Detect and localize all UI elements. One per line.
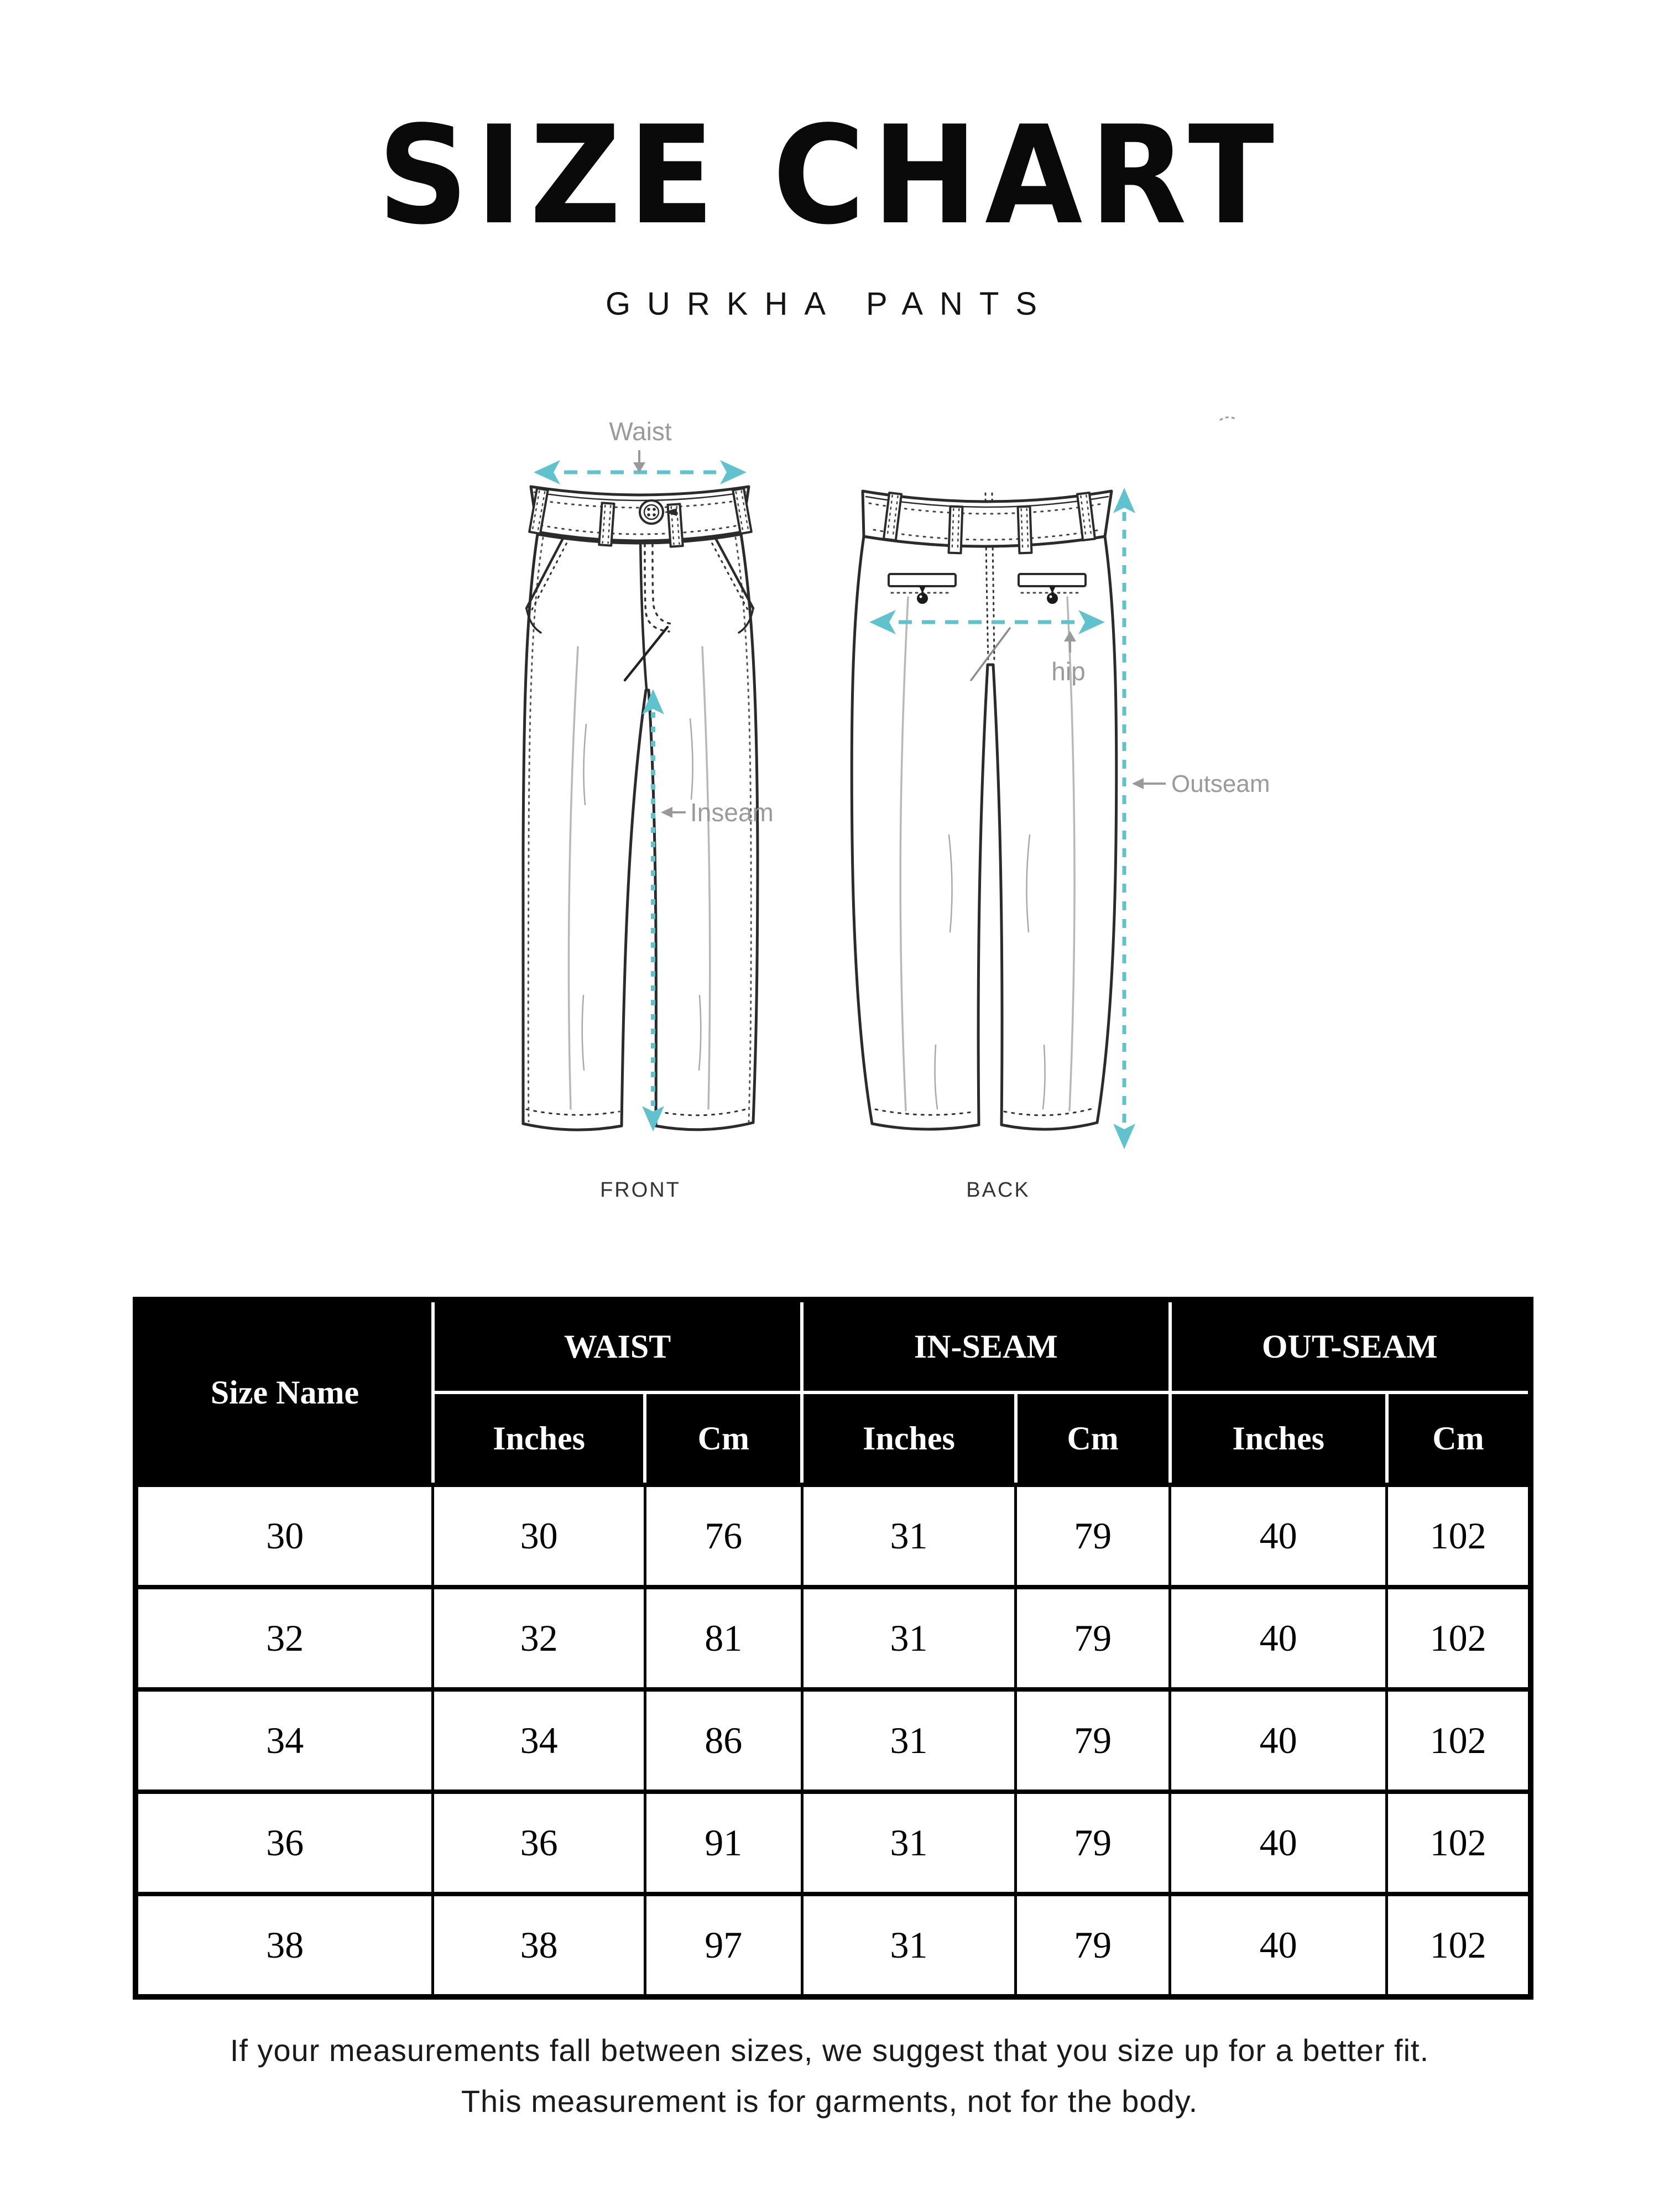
measurement-cell: 31 — [802, 1689, 1016, 1792]
unit-header-inches: Inches — [802, 1392, 1016, 1485]
front-view-label: FRONT — [600, 1178, 681, 1202]
waist-label: Waist — [609, 417, 672, 446]
size-name-cell: 32 — [135, 1587, 433, 1689]
belt-loop — [949, 507, 963, 554]
size-table-header — [135, 1300, 1531, 1485]
measurement-cell: 102 — [1387, 1894, 1531, 1997]
measurement-cell: 97 — [645, 1894, 802, 1997]
measurement-cell: 34 — [433, 1689, 645, 1792]
measurement-cell: 102 — [1387, 1792, 1531, 1894]
table-row — [135, 1894, 1531, 1997]
measurement-cell: 79 — [1016, 1485, 1170, 1587]
measurement-cell: 40 — [1170, 1485, 1387, 1587]
belt-loop — [599, 503, 614, 545]
measurement-cell: 40 — [1170, 1792, 1387, 1894]
group-header-row — [135, 1300, 1531, 1392]
size-name-cell: 36 — [135, 1792, 433, 1894]
measurement-cell: 81 — [645, 1587, 802, 1689]
hip-label: hip — [1051, 657, 1086, 686]
measurement-cell: 79 — [1016, 1894, 1170, 1997]
table-row — [135, 1689, 1531, 1792]
measurement-cell: 40 — [1170, 1587, 1387, 1689]
unit-header-inches: Inches — [1170, 1392, 1387, 1485]
outseam-label: Outseam — [1171, 770, 1270, 797]
measurement-cell: 38 — [433, 1894, 645, 1997]
size-name-cell: 34 — [135, 1689, 433, 1792]
measurement-cell: 31 — [802, 1587, 1016, 1689]
back-pants-drawing — [852, 491, 1117, 1129]
measurement-cell: 79 — [1016, 1792, 1170, 1894]
unit-header-cm: Cm — [645, 1392, 802, 1485]
waist-group-header: WAIST — [433, 1300, 802, 1392]
inseam-group-header: IN-SEAM — [802, 1300, 1170, 1392]
page-subtitle: GURKHA PANTS — [605, 286, 1054, 322]
back-view-label: BACK — [966, 1178, 1030, 1202]
footer-line-2: This measurement is for garments, not for the body. — [461, 2084, 1198, 2119]
measurement-cell: 31 — [802, 1792, 1016, 1894]
measurement-cell: 36 — [433, 1792, 645, 1894]
measurement-cell: 31 — [802, 1485, 1016, 1587]
unit-header-cm: Cm — [1387, 1392, 1531, 1485]
unit-header-inches: Inches — [433, 1392, 645, 1485]
unit-header-cm: Cm — [1016, 1392, 1170, 1485]
table-row — [135, 1792, 1531, 1894]
size-name-header: Size Name — [135, 1300, 433, 1485]
front-legs-outline — [523, 534, 758, 1130]
measurement-cell: 91 — [645, 1792, 802, 1894]
down-arrow-icon — [633, 450, 645, 473]
measurement-cell: 102 — [1387, 1587, 1531, 1689]
measurement-cell: 32 — [433, 1587, 645, 1689]
footer-line-1: If your measurements fall between sizes, we suggest that you size up for a better fit. — [229, 2033, 1430, 2068]
size-table-body — [135, 1485, 1531, 1997]
measurement-cell: 31 — [802, 1894, 1016, 1997]
pants-diagram — [470, 409, 1333, 1206]
back-legs-outline — [852, 536, 1117, 1129]
measurement-cell: 79 — [1016, 1689, 1170, 1792]
footer-note — [0, 2025, 1659, 2127]
left-arrow-icon — [1132, 778, 1166, 789]
stray-mark — [1220, 418, 1235, 420]
inseam-label: Inseam — [690, 798, 774, 827]
measurement-cell: 30 — [433, 1485, 645, 1587]
belt-loop — [1018, 507, 1032, 554]
measurement-cell: 79 — [1016, 1587, 1170, 1689]
measurement-cell: 102 — [1387, 1689, 1531, 1792]
size-name-cell: 38 — [135, 1894, 433, 1997]
size-name-cell: 30 — [135, 1485, 433, 1587]
size-table — [133, 1297, 1533, 2000]
page-title: SIZE CHART — [377, 97, 1282, 254]
outseam-group-header: OUT-SEAM — [1170, 1300, 1531, 1392]
table-row — [135, 1587, 1531, 1689]
measurement-cell: 40 — [1170, 1689, 1387, 1792]
measurement-cell: 76 — [645, 1485, 802, 1587]
measurement-cell: 40 — [1170, 1894, 1387, 1997]
measurement-cell: 86 — [645, 1689, 802, 1792]
table-row — [135, 1485, 1531, 1587]
measurement-cell: 102 — [1387, 1485, 1531, 1587]
